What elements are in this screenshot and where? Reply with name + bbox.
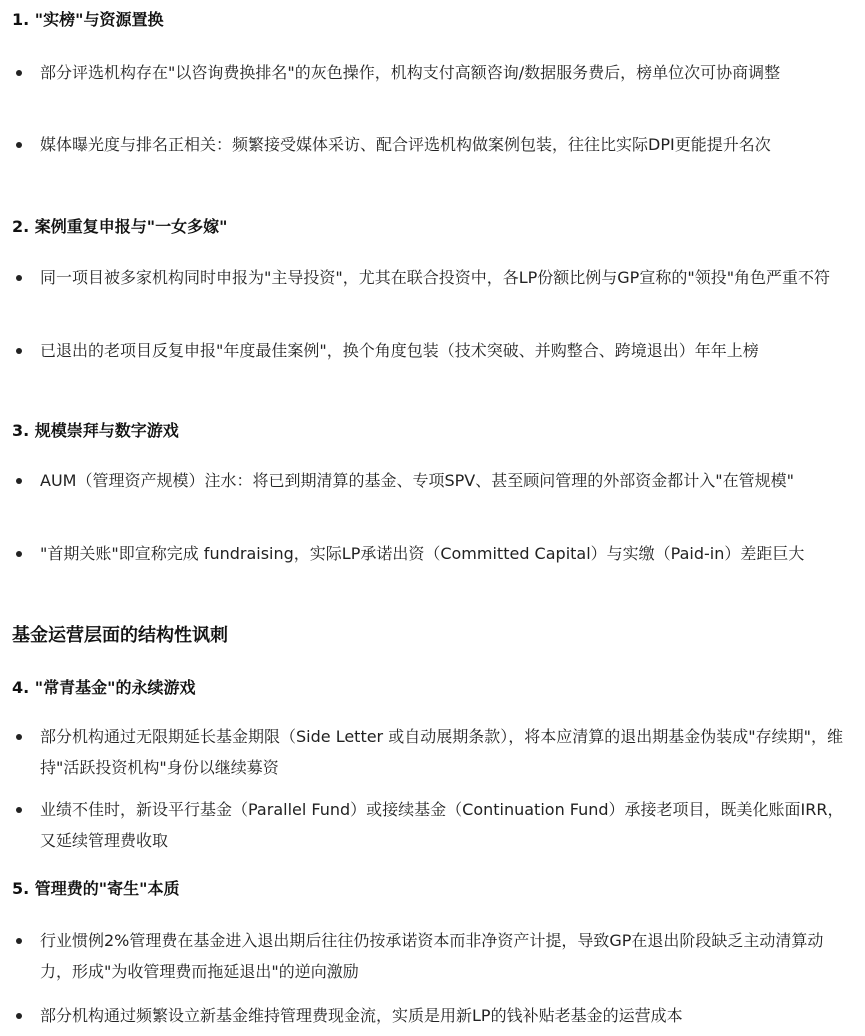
section-4 xyxy=(12,676,852,700)
bullet-list xyxy=(12,57,854,88)
list-item-text: 部分机构通过无限期延长基金期限（Side Letter 或自动展期条款），将本应清算的退出期基金伪装成"存续期"，维持"活跃投资机构"身份以继续募资 xyxy=(40,727,843,777)
bullet-list xyxy=(12,129,854,160)
section-heading: 3. 规模崇拜与数字游戏 xyxy=(12,421,179,440)
list-item xyxy=(12,794,854,856)
list-item xyxy=(12,262,854,293)
major-heading: 基金运营层面的结构性讽刺 xyxy=(12,625,228,646)
bullet-icon xyxy=(16,551,22,557)
list-item xyxy=(12,721,854,783)
list-item-text: 行业惯例2%管理费在基金进入退出期后往往仍按承诺资本而非净资产计提，导致GP在退出阶段缺乏主动清算动力，形成"为收管理费而拖延退出"的逆向激励 xyxy=(40,931,824,981)
bullet-list xyxy=(12,538,854,569)
section-heading: 2. 案例重复申报与"一女多嫁" xyxy=(12,217,228,236)
section-5 xyxy=(12,877,852,901)
bullet-icon xyxy=(16,1013,22,1019)
list-item-text: 同一项目被多家机构同时申报为"主导投资"，尤其在联合投资中，各LP份额比例与GP宣称的"领投"角色严重不符 xyxy=(40,268,831,287)
major-heading-wrap xyxy=(12,623,852,649)
list-item xyxy=(12,129,854,160)
list-item-text: 部分评选机构存在"以咨询费换排名"的灰色操作，机构支付高额咨询/数据服务费后，榜单位次可协商调整 xyxy=(40,63,781,82)
list-item xyxy=(12,925,854,987)
list-item xyxy=(12,1000,854,1031)
bullet-list xyxy=(12,465,854,496)
section-3 xyxy=(12,419,852,443)
bullet-list xyxy=(12,925,854,987)
section-2 xyxy=(12,215,852,239)
bullet-list xyxy=(12,1000,854,1031)
list-item xyxy=(12,538,854,569)
bullet-list xyxy=(12,794,854,856)
list-item-text: AUM（管理资产规模）注水：将已到期清算的基金、专项SPV、甚至顾问管理的外部资金都计入"在管规模" xyxy=(40,471,794,490)
list-item-text: "首期关账"即宣称完成 fundraising，实际LP承诺出资（Committed Capital）与实缴（Paid-in）差距巨大 xyxy=(40,544,805,563)
list-item xyxy=(12,335,854,366)
bullet-icon xyxy=(16,142,22,148)
bullet-icon xyxy=(16,478,22,484)
bullet-icon xyxy=(16,275,22,281)
section-heading: 1. "实榜"与资源置换 xyxy=(12,10,164,29)
list-item-text: 已退出的老项目反复申报"年度最佳案例"，换个角度包装（技术突破、并购整合、跨境退出）年年上榜 xyxy=(40,341,759,360)
section-1 xyxy=(12,8,852,32)
bullet-list xyxy=(12,262,854,293)
bullet-icon xyxy=(16,938,22,944)
bullet-icon xyxy=(16,734,22,740)
bullet-icon xyxy=(16,70,22,76)
list-item-text: 媒体曝光度与排名正相关：频繁接受媒体采访、配合评选机构做案例包装，往往比实际DPI更能提升名次 xyxy=(40,135,771,154)
list-item-text: 业绩不佳时，新设平行基金（Parallel Fund）或接续基金（Continuation Fund）承接老项目，既美化账面IRR，又延续管理费收取 xyxy=(40,800,844,850)
bullet-list xyxy=(12,335,854,366)
list-item xyxy=(12,57,854,88)
section-heading: 5. 管理费的"寄生"本质 xyxy=(12,879,180,898)
list-item-text: 部分机构通过频繁设立新基金维持管理费现金流，实质是用新LP的钱补贴老基金的运营成本 xyxy=(40,1006,683,1025)
bullet-list xyxy=(12,721,854,783)
bullet-icon xyxy=(16,348,22,354)
bullet-icon xyxy=(16,807,22,813)
section-heading: 4. "常青基金"的永续游戏 xyxy=(12,678,196,697)
list-item xyxy=(12,465,854,496)
